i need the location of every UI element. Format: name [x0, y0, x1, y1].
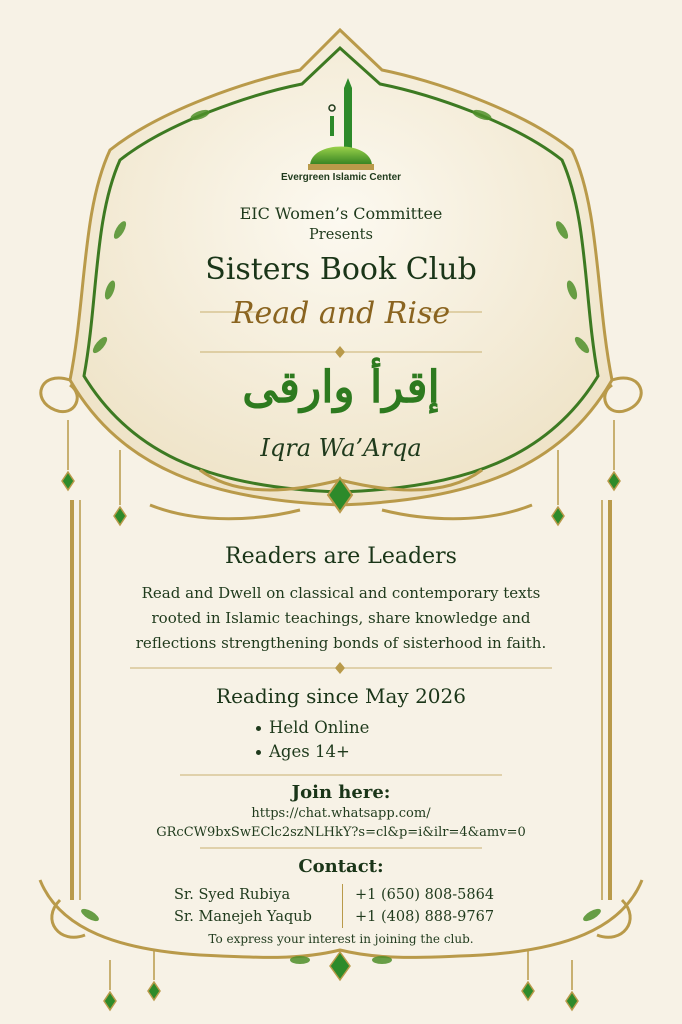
- join-link-line-1[interactable]: https://chat.whatsapp.com/: [251, 806, 431, 821]
- details-list: [256, 716, 476, 764]
- bullet-icon: [256, 726, 261, 731]
- contact-note: To express your interest in joining the club.: [208, 932, 474, 946]
- description-line-3: reflections strengthening bonds of sisterhood in faith.: [135, 634, 547, 652]
- contact-row: [160, 906, 520, 928]
- page-subtitle: Read and Rise: [231, 296, 451, 331]
- bullet-icon: [256, 750, 261, 755]
- contact-label: Contact:: [298, 856, 384, 877]
- page-title: Sisters Book Club: [205, 252, 477, 287]
- logo-text: Evergreen Islamic Center: [280, 172, 402, 183]
- contact-name: Sr. Syed Rubiya: [174, 887, 291, 903]
- join-link-line-2[interactable]: GRcCW9bxSwEClc2szNLHkY?s=cl&p=i&ilr=4&amv=0: [156, 825, 526, 840]
- contact-row: [160, 884, 520, 906]
- list-item: [256, 716, 476, 740]
- list-item-text: Ages 14+: [269, 742, 350, 761]
- list-item: [256, 740, 476, 764]
- tagline-heading: Readers are Leaders: [225, 544, 457, 569]
- transliteration: Iqra Wa’Arqa: [260, 434, 422, 462]
- start-date-heading: Reading since May 2026: [216, 684, 466, 708]
- contact-name: Sr. Manejeh Yaqub: [174, 909, 312, 925]
- list-item-text: Held Online: [269, 718, 370, 737]
- contact-list: [160, 884, 520, 928]
- description-line-1: Read and Dwell on classical and contemporary texts: [141, 584, 541, 602]
- contact-phone[interactable]: +1 (408) 888-9767: [342, 906, 520, 928]
- join-label: Join here:: [291, 782, 391, 803]
- description-line-2: rooted in Islamic teachings, share knowledge and: [151, 609, 531, 627]
- mosque-logo-icon: [300, 78, 382, 178]
- presents-text: Presents: [309, 227, 373, 243]
- committee-name: EIC Women’s Committee: [239, 204, 443, 223]
- arabic-title: إقرأ وارقى: [242, 362, 440, 413]
- contact-phone[interactable]: +1 (650) 808-5864: [342, 884, 520, 906]
